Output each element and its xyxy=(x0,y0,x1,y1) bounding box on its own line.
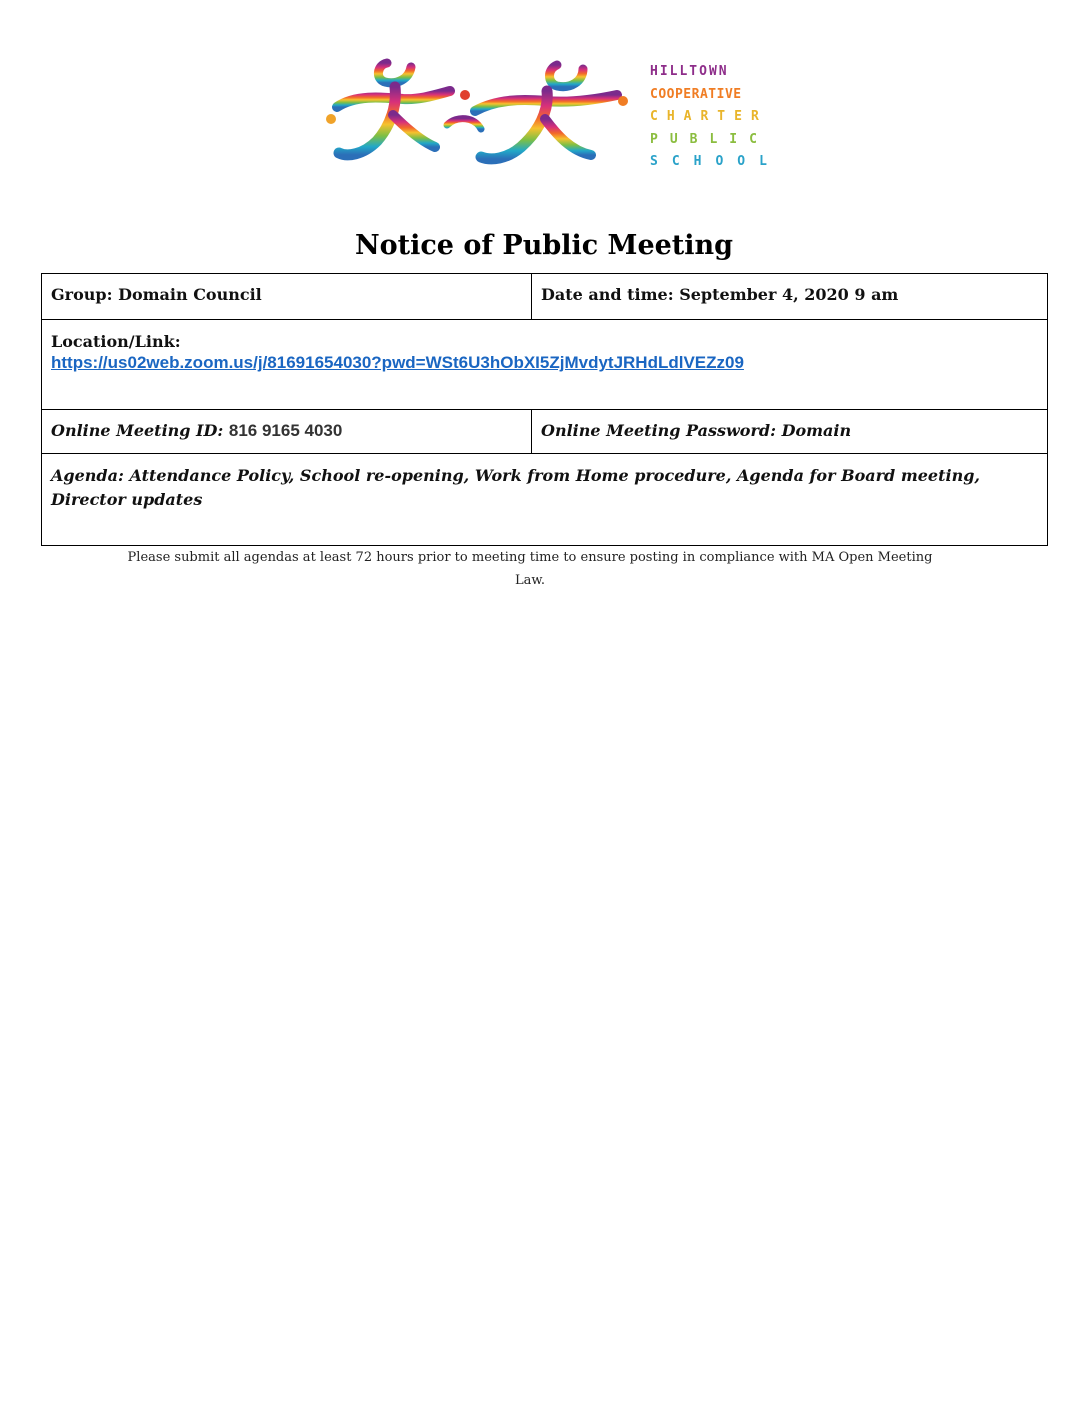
page-title: Notice of Public Meeting xyxy=(354,230,734,261)
meeting-id-value: 816 9165 4030 xyxy=(228,421,343,440)
submission-note-line-1: Please submit all agendas at least 72 hours prior to meeting time to ensure posting in compliance with MA Open Meeting xyxy=(127,550,933,565)
meeting-info-table xyxy=(41,273,1048,546)
logo-word-cooperative: COOPERATIVE xyxy=(650,86,742,102)
meeting-id-label: Online Meeting ID: xyxy=(51,421,224,440)
table-row xyxy=(42,320,1048,410)
table-row xyxy=(42,274,1048,320)
submission-note-line-2: Law. xyxy=(514,573,546,588)
table-row xyxy=(42,410,1048,454)
logo-word-charter: CHARTER xyxy=(650,109,768,124)
meeting-id-cell xyxy=(42,410,532,454)
logo-figures-icon xyxy=(325,55,630,180)
location-label: Location/Link: xyxy=(51,332,181,351)
zoom-meeting-link[interactable]: https://us02web.zoom.us/j/81691654030?pwd=WSt6U3hObXI5ZjMvdytJRHdLdlVEZz09 xyxy=(51,353,744,372)
submission-note xyxy=(100,546,960,592)
date-time-cell: Date and time: September 4, 2020 9 am xyxy=(532,274,1048,320)
table-row xyxy=(42,454,1048,546)
logo-wordmark xyxy=(650,61,790,174)
school-logo xyxy=(325,55,785,180)
meeting-password-cell: Online Meeting Password: Domain xyxy=(532,410,1048,454)
agenda-text: Agenda: Attendance Policy, School re-opening, Work from Home procedure, Agenda for Board meeting, Director updates xyxy=(51,466,980,509)
logo-word-hilltown: HILLTOWN xyxy=(650,64,729,79)
logo-word-school: SCHOOL xyxy=(650,154,781,169)
logo-word-public: PUBLIC xyxy=(650,131,769,147)
location-cell xyxy=(42,320,1048,410)
group-cell: Group: Domain Council xyxy=(42,274,532,320)
agenda-cell xyxy=(42,454,1048,546)
